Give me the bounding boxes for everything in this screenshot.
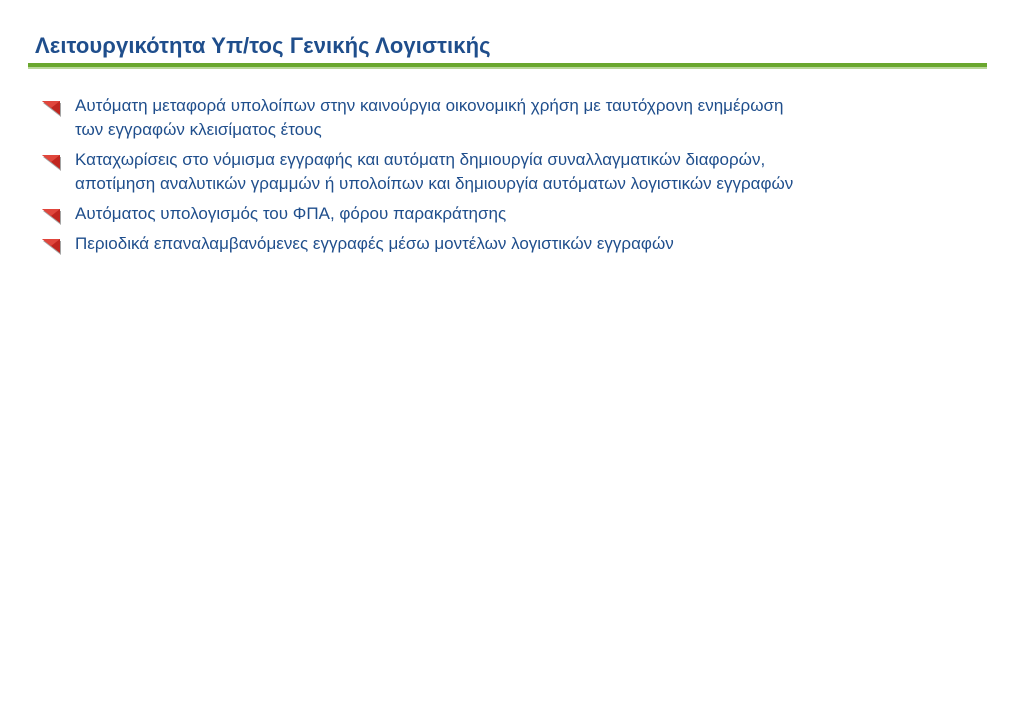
red-triangle-bullet-icon [42, 239, 62, 255]
red-triangle-bullet-icon [42, 101, 62, 117]
bullet-item [40, 94, 990, 142]
bullet-item [40, 202, 990, 226]
red-triangle-bullet-icon [42, 209, 62, 225]
bullet-text-line: Αυτόματη μεταφορά υπολοίπων στην καινούργια οικονομική χρήση με ταυτόχρονη ενημέρωση [75, 96, 784, 115]
bullet-text-line: Καταχωρίσεις στο νόμισμα εγγραφής και αυτόματη δημιουργία συναλλαγματικών διαφορών, [75, 150, 766, 169]
title-underline [28, 63, 987, 71]
red-triangle-bullet-icon [42, 155, 62, 171]
bullet-text-line: Αυτόματος υπολογισμός του ΦΠΑ, φόρου παρακράτησης [75, 204, 507, 223]
bullet-text-line: των εγγραφών κλεισίματος έτους [75, 120, 322, 139]
bullet-list [40, 94, 990, 262]
bullet-text-line: αποτίμηση αναλυτικών γραμμών ή υπολοίπων και δημιουργία αυτόματων λογιστικών εγγραφών [75, 174, 794, 193]
bullet-text-line: Περιοδικά επαναλαμβανόμενες εγγραφές μέσω μοντέλων λογιστικών εγγραφών [75, 234, 674, 253]
bullet-item [40, 148, 990, 196]
bullet-item [40, 232, 990, 256]
slide-title: Λειτουργικότητα Υπ/τος Γενικής Λογιστικής [35, 33, 491, 58]
